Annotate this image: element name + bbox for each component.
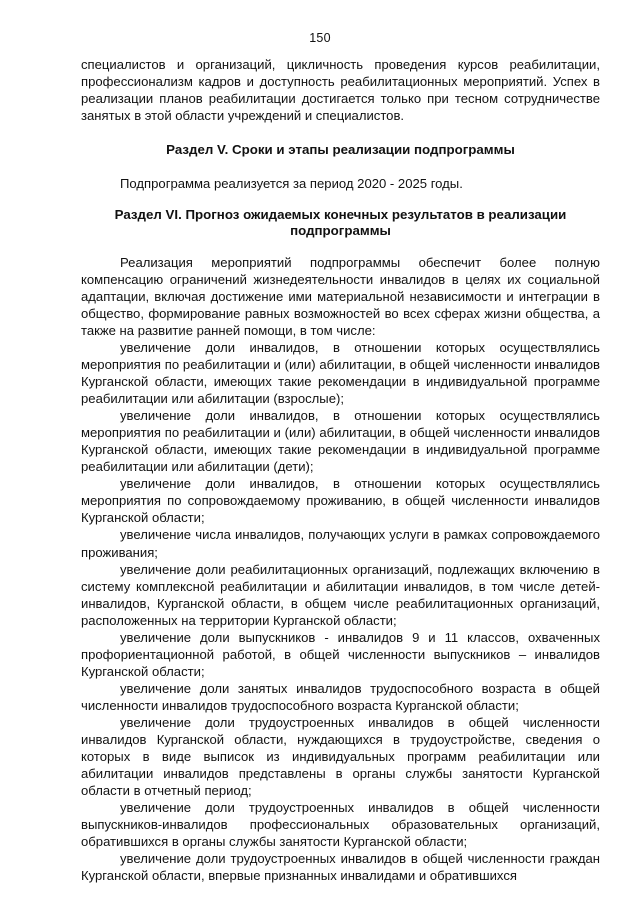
- page-content: [81, 56, 600, 884]
- section-6-paragraph: увеличение доли инвалидов, в отношении которых осуществлялись мероприятия по сопровождаемому проживанию, в общей численности инвалидов Курганской области;: [81, 476, 600, 526]
- section-6-paragraph: увеличение доли инвалидов, в отношении которых осуществлялись мероприятия по реабилитации и (или) абилитации, в общей численности инвалидов Курганской области, имеющих такие рекомендации в индивидуальной программе реабилитации или абилитации (взрослые);: [81, 339, 600, 407]
- section-6-paragraph: увеличение доли трудоустроенных инвалидов в общей численности инвалидов Курганской области, нуждающихся в трудоустройстве, сведения о которых в виде выписок из индивидуальных программ реабилитации или абилитации инвалидов представлены в органы службы занятости Курганской области в отчетный период;: [81, 715, 600, 799]
- section-6-paragraph: увеличение доли трудоустроенных инвалидов в общей численности выпускников-инвалидов профессиональных образовательных организаций, обратившихся в органы службы занятости Курганской области;: [81, 800, 600, 850]
- section-6-paragraph: увеличение доли инвалидов, в отношении которых осуществлялись мероприятия по реабилитации и (или) абилитации, в общей численности инвалидов Курганской области, имеющих такие рекомендации в индивидуальной программе реабилитации или абилитации (дети);: [81, 408, 600, 475]
- section-6-paragraph: увеличение доли занятых инвалидов трудоспособного возраста в общей численности инвалидов трудоспособного возраста Курганской области;: [81, 680, 600, 713]
- section-6-paragraph: Реализация мероприятий подпрограммы обеспечит более полную компенсацию ограничений жизнедеятельности инвалидов в целях их социальной адаптации, включая достижение ими материальной независимости и интеграции в общество, формирование равных возможностей во всех сферах жизни общества, а также на развитие ранней помощи, в том числе:: [81, 254, 600, 338]
- section-6-paragraph: увеличение числа инвалидов, получающих услуги в рамках сопровождаемого проживания;: [81, 527, 600, 560]
- section-6-paragraph: увеличение доли выпускников - инвалидов 9 и 11 классов, охваченных профориентационной работой, в общей численности выпускников – инвалидов Курганской области;: [81, 629, 600, 679]
- section-5-text: Подпрограмма реализуется за период 2020 - 2025 годы.: [120, 175, 463, 191]
- page-number: 150: [309, 31, 331, 45]
- section-6-paragraph: увеличение доли трудоустроенных инвалидов в общей численности граждан Курганской области, впервые признанных инвалидами и обратившихся: [81, 851, 600, 884]
- section-5-title: Раздел V. Сроки и этапы реализации подпрограммы: [166, 142, 515, 158]
- section-6-paragraph: увеличение доли реабилитационных организаций, подлежащих включению в систему комплексной реабилитации и абилитации инвалидов, в том числе детей-инвалидов, Курганской области, в общем числе реабилитационных организаций, расположенных на территории Курганской области;: [81, 561, 600, 628]
- intro-paragraph: специалистов и организаций, цикличность проведения курсов реабилитации, профессионализм кадров и доступность реабилитационных мероприятий. Успех в реализации планов реабилитации достигается только при тесном сотрудничестве занятых в этой области учреждений и специалистов.: [81, 57, 600, 124]
- section-6-title: Раздел VI. Прогноз ожидаемых конечных результатов в реализации подпрограммы: [114, 206, 567, 239]
